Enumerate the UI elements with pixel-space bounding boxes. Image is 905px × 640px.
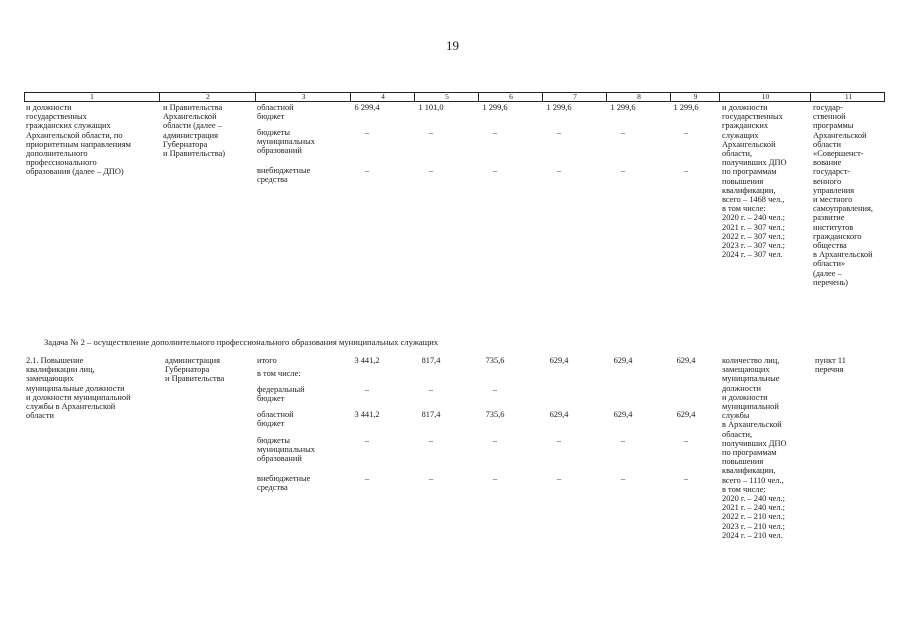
- block2-value: –: [492, 436, 498, 445]
- block1-indicator: и должности государственных гражданских служащих Архангельской области, получивших ДПО по программам повышения квалификации, всего – 1468 чел., в том числе: 2020 г. – 240 чел.; 2021 г. – 307 чел.; 2022 г. – 307 чел.; 2023 г. – 307 чел.; 2024 г. – 307 чел.: [722, 103, 787, 260]
- block2-source-5: внебюджетные средства: [257, 474, 311, 493]
- block2-value: –: [683, 474, 689, 483]
- table-header-row: [24, 92, 885, 102]
- block2-value: 735,6: [485, 410, 505, 419]
- block2-value: 3 441,2: [354, 356, 380, 365]
- block1-value: –: [620, 128, 626, 137]
- block2-executor: администрация Губернатора и Правительства: [165, 356, 225, 384]
- block2-value: –: [492, 385, 498, 394]
- block2-value: 3 441,2: [354, 410, 380, 419]
- block2-value: –: [428, 474, 434, 483]
- block2-value: –: [364, 436, 370, 445]
- header-col-6: 6: [478, 93, 543, 101]
- block2-source-3: областной бюджет: [257, 410, 294, 429]
- block1-value: –: [428, 166, 434, 175]
- block2-value: –: [683, 436, 689, 445]
- block2-source-4: бюджеты муниципальных образований: [257, 436, 315, 464]
- block2-value: –: [492, 474, 498, 483]
- block1-value: –: [683, 128, 689, 137]
- block2-value: –: [620, 436, 626, 445]
- block2-value: 629,4: [549, 356, 569, 365]
- block1-value: –: [364, 128, 370, 137]
- block2-value: 629,4: [613, 356, 633, 365]
- block2-value: 629,4: [613, 410, 633, 419]
- block1-executor: и Правительства Архангельской области (далее – администрация Губернатора и Правительства): [163, 103, 226, 159]
- block1-value: 1 299,6: [546, 103, 572, 112]
- block2-value: 817,4: [421, 410, 441, 419]
- block1-event-name: и должности государственных гражданских служащих Архангельской области, по приоритетным направлениям дополнительного профессионального образования (далее – ДПО): [26, 103, 131, 177]
- header-col-8: 8: [606, 93, 671, 101]
- block1-value: 6 299,4: [354, 103, 380, 112]
- block2-value: 817,4: [421, 356, 441, 365]
- block1-value: 1 299,6: [610, 103, 636, 112]
- block1-value: –: [556, 128, 562, 137]
- block2-value: –: [556, 474, 562, 483]
- block2-source-2: федеральный бюджет: [257, 385, 305, 404]
- block2-value: –: [620, 474, 626, 483]
- block1-value: 1 299,6: [673, 103, 699, 112]
- block2-source-ref: пункт 11 перечня: [815, 356, 846, 375]
- block2-source-0: итого: [257, 356, 277, 365]
- block1-value: –: [428, 128, 434, 137]
- block2-event-name: 2.1. Повышение квалификации лиц, замещающих муниципальные должности и должности муниципальной службы в Архангельской области: [26, 356, 131, 421]
- block2-value: 629,4: [676, 356, 696, 365]
- header-col-5: 5: [414, 93, 479, 101]
- block1-value: –: [620, 166, 626, 175]
- page-number: 19: [446, 38, 459, 53]
- header-col-10: 10: [719, 93, 811, 101]
- block2-source-1: в том числе:: [257, 369, 301, 378]
- block1-value: 1 101,0: [418, 103, 444, 112]
- block1-value: –: [683, 166, 689, 175]
- header-col-11: 11: [810, 93, 886, 101]
- block2-value: 629,4: [549, 410, 569, 419]
- block2-value: 629,4: [676, 410, 696, 419]
- block1-value: –: [556, 166, 562, 175]
- block2-value: –: [364, 385, 370, 394]
- block1-source-ref: государ- ственной программы Архангельской области «Совершенст- вование государст- венного управления и местного самоуправления, развитие институтов гражданского общества в Архангельской области» (далее – перечень): [813, 103, 873, 287]
- block2-indicator: количество лиц, замещающих муниципальные должности и должности муниципальной службы в Архангельской области, получивших ДПО по программам повышения квалификации, всего – 1110 чел., в том числе: 2020 г. – 240 чел.; 2021 г. – 240 чел.; 2022 г. – 210 чел.; 2023 г. – 210 чел.; 2024 г. – 210 чел.: [722, 356, 787, 540]
- block2-value: –: [556, 436, 562, 445]
- block2-value: –: [364, 474, 370, 483]
- header-col-4: 4: [350, 93, 415, 101]
- block1-value: –: [492, 128, 498, 137]
- block2-value: –: [428, 385, 434, 394]
- header-col-2: 2: [159, 93, 256, 101]
- block1-value: –: [492, 166, 498, 175]
- block1-source-0: областной бюджет: [257, 103, 294, 122]
- block2-value: 735,6: [485, 356, 505, 365]
- block1-source-1: бюджеты муниципальных образований: [257, 128, 315, 156]
- block2-value: –: [428, 436, 434, 445]
- header-col-7: 7: [542, 93, 607, 101]
- block1-value: 1 299,6: [482, 103, 508, 112]
- task-2-title: Задача № 2 – осуществление дополнительного профессионального образования муниципальных служащих: [44, 337, 439, 347]
- block1-source-2: внебюджетные средства: [257, 166, 311, 185]
- header-col-9: 9: [670, 93, 720, 101]
- header-col-3: 3: [255, 93, 351, 101]
- block1-value: –: [364, 166, 370, 175]
- header-col-1: 1: [90, 92, 94, 101]
